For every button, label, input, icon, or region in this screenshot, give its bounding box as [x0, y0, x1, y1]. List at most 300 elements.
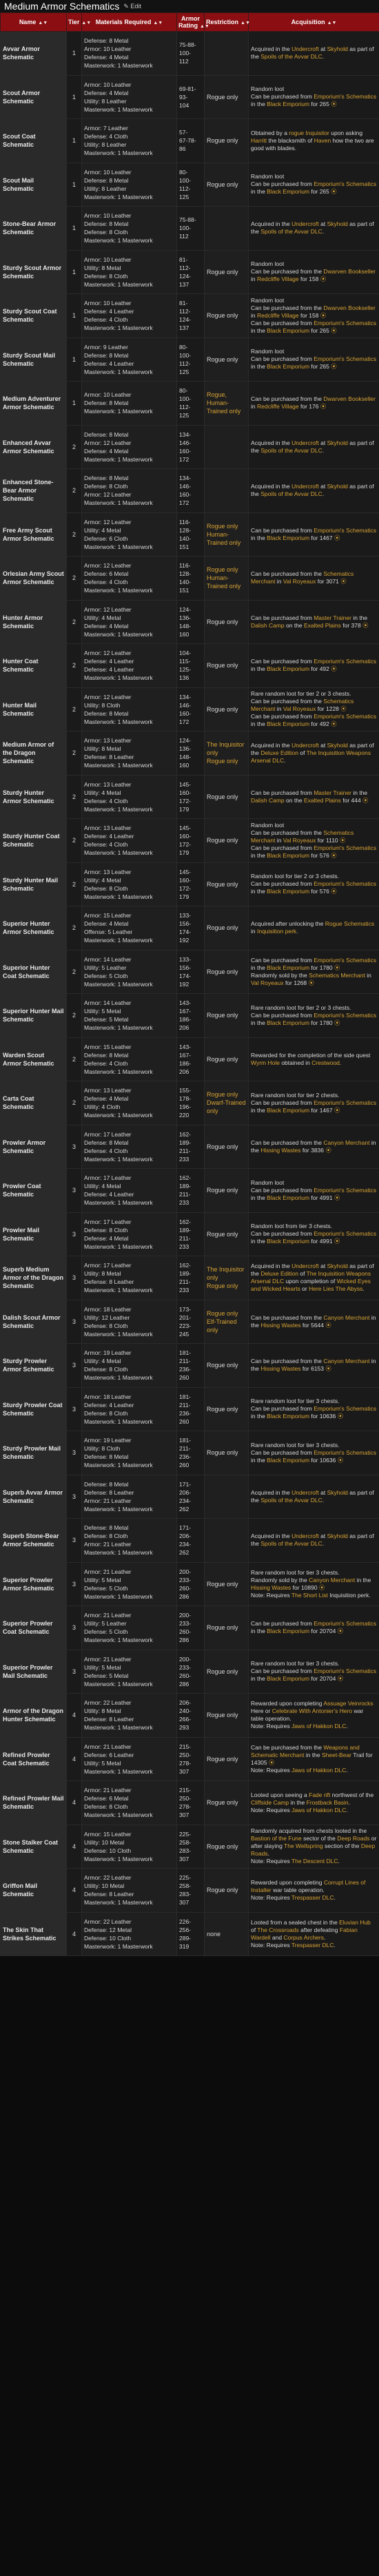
schematic-name[interactable]: Free Army Scout Armor Schematic — [1, 512, 67, 557]
acquisition-text: and — [270, 1933, 284, 1941]
schematic-name[interactable]: Superior Hunter Armor Schematic — [1, 906, 67, 951]
wiki-link[interactable]: Jaws of Hakkon DLC — [291, 1806, 347, 1814]
wiki-link[interactable]: Skyhold — [327, 220, 348, 228]
schematic-name[interactable]: Sturdy Prowler Armor Schematic — [1, 1344, 67, 1388]
acquisition-cell — [249, 862, 379, 906]
schematic-name[interactable]: Medium Armor of the Dragon Schematic — [1, 731, 67, 776]
wiki-link[interactable]: Redcliffe Village — [256, 403, 299, 411]
tier-cell: 2 — [67, 512, 82, 557]
acquisition-text: section of the — [322, 1842, 361, 1850]
schematic-name[interactable]: Hunter Armor Schematic — [1, 600, 67, 644]
table-row — [1, 1606, 379, 1650]
wiki-link[interactable]: Emporium's Schematics — [314, 1668, 377, 1675]
wiki-link[interactable]: Undercroft — [291, 45, 319, 53]
armor-rating-cell: 134- 146- 160- 172 — [177, 469, 205, 513]
schematic-name[interactable]: Enhanced Stone-Bear Armor Schematic — [1, 469, 67, 513]
wiki-link[interactable]: Black Emporium — [267, 1106, 310, 1114]
col-header-acquisition[interactable]: Acquisition ▲▼ — [249, 13, 379, 32]
wiki-link[interactable]: Canyon Merchant — [309, 1576, 356, 1583]
wiki-link[interactable]: Schematics Merchant — [251, 570, 354, 585]
wiki-link[interactable]: Spoils of the Avvar DLC — [260, 446, 322, 454]
tier-cell: 2 — [67, 950, 82, 994]
wiki-link[interactable]: The Inquisition Weapons Arsenal DLC — [251, 1270, 371, 1285]
wiki-link[interactable]: Black Emporium — [267, 1675, 310, 1683]
armor-rating-cell: 145- 160- 172- 179 — [177, 862, 205, 906]
wiki-link[interactable]: Black Emporium — [267, 1194, 310, 1201]
acquisition-text: at — [318, 439, 327, 446]
wiki-link[interactable]: Exalted Plains — [304, 796, 341, 804]
table-row — [1, 1300, 379, 1344]
acquisition-text: Can be purchased from — [251, 956, 314, 964]
acquisition-text: Can be purchased from — [251, 658, 314, 665]
wiki-link[interactable]: Deluxe Edition — [260, 749, 298, 756]
schematic-name[interactable]: Stone-Bear Armor Schematic — [1, 207, 67, 251]
wiki-link[interactable]: Hissing Wastes — [251, 1583, 291, 1591]
col-header-restriction[interactable]: Restriction ▲▼ — [205, 13, 249, 32]
wiki-link[interactable]: Hissing Wastes — [260, 1321, 301, 1329]
col-header-materials[interactable]: Materials Required ▲▼ — [82, 13, 177, 32]
schematic-name[interactable]: Superb Medium Armor of the Dragon Schematic — [1, 1256, 67, 1300]
wiki-link[interactable]: Master Trainer — [314, 614, 351, 621]
wiki-link[interactable]: Deluxe Edition — [260, 1270, 298, 1278]
armor-rating-cell: 171- 206- 234- 262 — [177, 1475, 205, 1519]
acquisition-text: . Note: Requires — [251, 1933, 326, 1949]
acquisition-text: Rewarded for the completion of the side quest — [251, 1051, 371, 1059]
acquisition-text: on the — [284, 621, 305, 629]
wiki-link[interactable]: Dwarven Bookseller — [323, 304, 376, 311]
wiki-link[interactable]: Trespasser DLC — [291, 1941, 334, 1949]
wiki-link[interactable]: Skyhold — [327, 45, 348, 53]
col-header-tier[interactable]: Tier ▲▼ — [67, 13, 82, 32]
acquisition-text: at — [318, 741, 327, 749]
wiki-link[interactable]: Schematics Merchant — [309, 971, 365, 979]
schematic-name[interactable]: Scout Mail Schematic — [1, 163, 67, 207]
acquisition-text: Acquired in the — [251, 741, 292, 749]
wiki-link[interactable]: Dwarven Bookseller — [323, 395, 376, 403]
schematic-name[interactable]: Sturdy Hunter Coat Schematic — [1, 819, 67, 863]
armor-rating-cell: 143- 167- 186- 206 — [177, 1037, 205, 1081]
wiki-link[interactable]: Black Emporium — [267, 188, 310, 196]
wiki-link[interactable]: Undercroft — [291, 439, 319, 446]
schematic-name[interactable]: Prowler Armor Schematic — [1, 1125, 67, 1169]
restriction-cell: Rogue only — [205, 1387, 249, 1431]
wiki-link[interactable]: Schematics Merchant — [251, 698, 354, 713]
acquisition-cell — [249, 557, 379, 601]
gold-coin-icon: ⦿ — [340, 705, 347, 713]
schematic-name[interactable]: Superb Stone-Bear Armor Schematic — [1, 1519, 67, 1563]
table-row — [1, 207, 379, 251]
schematic-name[interactable]: Stone Stalker Coat Schematic — [1, 1825, 67, 1869]
acquisition-text: for 10890 — [291, 1583, 319, 1591]
materials-cell: Armor: 15 Leather Defense: 8 Metal Defense: 4 Cloth Masterwork: 1 Masterwork — [82, 1037, 177, 1081]
wiki-link[interactable]: Emporium's Schematics — [314, 1230, 377, 1238]
acquisition-text: Inquisition perk. — [327, 1591, 371, 1599]
wiki-link[interactable]: The Wellspring — [284, 1842, 323, 1850]
wiki-link[interactable]: Wyrm Hole — [251, 1059, 280, 1066]
page-header — [0, 0, 379, 12]
wiki-link[interactable]: Cliffside Camp — [251, 1798, 289, 1806]
wiki-link[interactable]: Schematics Merchant — [251, 829, 354, 844]
schematic-name[interactable]: Superb Avvar Armor Schematic — [1, 1475, 67, 1519]
schematic-name[interactable]: The Skin That Strikes Schematic — [1, 1912, 67, 1956]
acquisition-text: Randomly acquired from chests looted in the — [251, 1827, 367, 1835]
schematic-name[interactable]: Dalish Scout Armor Schematic — [1, 1300, 67, 1344]
wiki-link[interactable]: Val Royeaux — [283, 578, 316, 585]
acquisition-cell — [249, 512, 379, 557]
table-row — [1, 469, 379, 513]
acquisition-text: as part of the — [251, 1488, 374, 1504]
gold-coin-icon: ⦿ — [331, 326, 337, 334]
wiki-link[interactable]: Val Royeaux — [251, 979, 284, 986]
wiki-link[interactable]: Jaws of Hakkon DLC — [291, 1723, 347, 1730]
wiki-link[interactable]: Undercroft — [291, 483, 319, 490]
wiki-link[interactable]: Crestwood — [311, 1059, 340, 1066]
table-row — [1, 1825, 379, 1869]
schematic-name[interactable]: Sturdy Hunter Mail Schematic — [1, 862, 67, 906]
wiki-link[interactable]: Hissing Wastes — [260, 1365, 301, 1373]
restriction-cell: Rogue only — [205, 1737, 249, 1781]
wiki-link[interactable]: Rogue Schematics — [325, 920, 375, 928]
tier-cell: 3 — [67, 1169, 82, 1213]
wiki-link[interactable]: Sheet-Bear — [322, 1751, 352, 1758]
gold-coin-icon: ⦿ — [334, 964, 340, 971]
materials-cell: Armor: 21 Leather Defense: 6 Leather Utility: 5 Metal Masterwork: 1 Masterwork — [82, 1737, 177, 1781]
wiki-link[interactable]: Black Emporium — [267, 1238, 310, 1245]
acquisition-cell — [249, 207, 379, 251]
acquisition-cell — [249, 469, 379, 513]
acquisition-text: . — [322, 228, 325, 236]
acquisition-text: as part of the — [251, 741, 374, 756]
wiki-link[interactable]: Canyon Merchant — [323, 1313, 370, 1321]
wiki-link[interactable]: Bastion of the Fune — [251, 1835, 302, 1842]
restriction-cell: Rogue only — [205, 906, 249, 951]
wiki-link[interactable]: Eluvian Hub — [339, 1918, 371, 1926]
wiki-link[interactable]: Val Royeaux — [283, 836, 316, 844]
acquisition-text: . — [339, 1059, 342, 1066]
wiki-link[interactable]: Fade rift — [309, 1791, 331, 1798]
acquisition-text: or — [300, 1285, 309, 1293]
col-header-armor-rating[interactable]: Armor Rating ▲▼ — [177, 13, 205, 32]
acquisition-cell — [249, 1125, 379, 1169]
gold-coin-icon: ⦿ — [337, 1413, 344, 1420]
wiki-link[interactable]: Assuage Veinrocks — [323, 1700, 373, 1707]
acquisition-text: Rare random loot for tier 2 or 3 chests. Can be purchased from the — [251, 690, 351, 705]
wiki-link[interactable]: The Crossroads — [257, 1926, 299, 1933]
schematic-name[interactable]: Enhanced Avvar Armor Schematic — [1, 425, 67, 469]
acquisition-cell — [249, 1912, 379, 1956]
wiki-link[interactable]: Black Emporium — [267, 326, 310, 334]
col-header-name[interactable]: Name ▲▼ — [1, 13, 67, 32]
schematic-name[interactable]: Scout Armor Schematic — [1, 75, 67, 119]
acquisition-text: in the — [251, 1139, 376, 1154]
schematic-name[interactable]: Armor of the Dragon Hunter Schematic — [1, 1694, 67, 1738]
acquisition-text: Rare random loot for tier 3 chests. Can be purchased from — [251, 1398, 340, 1413]
acquisition-text: in — [365, 971, 371, 979]
acquisition-text: . — [322, 53, 325, 61]
acquisition-text: Random loot for tier 2 or 3 chests. Can be purchased from — [251, 873, 340, 888]
armor-rating-cell: 162- 189- 211- 233 — [177, 1256, 205, 1300]
wiki-link[interactable]: Corrupt Lines of Installer — [251, 1878, 366, 1893]
schematic-name[interactable]: Prowler Coat Schematic — [1, 1169, 67, 1213]
schematic-name[interactable]: Prowler Mail Schematic — [1, 1212, 67, 1256]
schematic-name[interactable]: Superior Prowler Mail Schematic — [1, 1650, 67, 1694]
acquisition-cell — [249, 1606, 379, 1650]
wiki-link[interactable]: Wicked Eyes and Wicked Hearts — [251, 1278, 371, 1293]
wiki-link[interactable]: Emporium's Schematics — [314, 713, 377, 720]
tier-cell: 4 — [67, 1737, 82, 1781]
table-row — [1, 862, 379, 906]
wiki-link[interactable]: Spoils of the Avvar DLC — [260, 53, 322, 61]
armor-rating-cell: 143- 167- 186- 206 — [177, 994, 205, 1038]
table-row — [1, 1344, 379, 1388]
acquisition-text: . — [346, 1766, 348, 1774]
wiki-link[interactable]: Exalted Plains — [304, 621, 341, 629]
acquisition-text: Can be purchased from — [251, 844, 312, 851]
table-row — [1, 1737, 379, 1781]
acquisition-cell — [249, 906, 379, 951]
tier-cell: 2 — [67, 819, 82, 863]
armor-rating-cell: 80- 100- 112- 125 — [177, 163, 205, 207]
materials-cell: Armor: 12 Leather Utility: 8 Cloth Defense: 8 Metal Masterwork: 1 Masterwork — [82, 687, 177, 731]
wiki-link[interactable]: Undercroft — [291, 1488, 319, 1496]
gold-coin-icon: ⦿ — [331, 101, 337, 108]
restriction-cell: Rogue only — [205, 1344, 249, 1388]
schematic-name[interactable]: Warden Scout Armor Schematic — [1, 1037, 67, 1081]
gold-coin-icon: ⦿ — [334, 1019, 340, 1026]
tier-cell: 3 — [67, 1344, 82, 1388]
wiki-link[interactable]: Jaws of Hakkon DLC — [291, 1766, 347, 1774]
armor-rating-cell: 57- 67-78- 86 — [177, 119, 205, 163]
wiki-link[interactable]: Black Emporium — [267, 363, 310, 371]
acquisition-text: for 265 — [309, 363, 331, 371]
schematic-name[interactable]: Hunter Mail Schematic — [1, 687, 67, 731]
gold-coin-icon: ⦿ — [308, 979, 315, 986]
wiki-link[interactable]: Skyhold — [327, 741, 348, 749]
acquisition-cell — [249, 1694, 379, 1738]
wiki-link[interactable]: Hissing Wastes — [260, 1146, 301, 1154]
tier-cell: 2 — [67, 425, 82, 469]
wiki-link[interactable]: Skyhold — [327, 1488, 348, 1496]
acquisition-text: for 1268 — [283, 979, 309, 986]
wiki-link[interactable]: Spoils of the Avvar DLC — [260, 1496, 322, 1504]
acquisition-text: in the — [251, 1194, 267, 1201]
wiki-link[interactable]: Emporium's Schematics — [314, 1011, 377, 1019]
armor-rating-cell: 134- 146- 160- 172 — [177, 425, 205, 469]
wiki-link[interactable]: Haven — [314, 136, 331, 144]
acquisition-text: Acquired in the — [251, 1533, 292, 1540]
schematic-name[interactable]: Sturdy Hunter Armor Schematic — [1, 775, 67, 819]
materials-cell: Armor: 18 Leather Defense: 4 Leather Defense: 8 Cloth Masterwork: 1 Masterwork — [82, 1387, 177, 1431]
acquisition-text: as part of the — [251, 45, 374, 61]
wiki-link[interactable]: Here Lies The Abyss — [309, 1285, 363, 1293]
wiki-link[interactable]: Deep Roads — [337, 1835, 370, 1842]
wiki-link[interactable]: Undercroft — [291, 741, 319, 749]
materials-cell: Armor: 19 Leather Utility: 8 Cloth Defense: 8 Metal Masterwork: 1 Masterwork — [82, 1431, 177, 1475]
wiki-link[interactable]: Black Emporium — [267, 888, 310, 895]
schematic-name[interactable]: Avvar Armor Schematic — [1, 32, 67, 76]
schematic-name[interactable]: Sturdy Scout Mail Schematic — [1, 337, 67, 382]
schematic-name[interactable]: Griffon Mail Schematic — [1, 1869, 67, 1913]
wiki-link[interactable]: Weapons and Schematic Merchant — [251, 1743, 360, 1758]
schematic-name[interactable]: Sturdy Prowler Mail Schematic — [1, 1431, 67, 1475]
wiki-link[interactable]: Emporium's Schematics — [314, 658, 377, 665]
wiki-link[interactable]: Frostback Basin — [306, 1798, 349, 1806]
wiki-link[interactable]: Black Emporium — [267, 964, 310, 971]
materials-cell: Armor: 13 Leather Utility: 4 Metal Defense: 4 Cloth Masterwork: 1 Masterwork — [82, 775, 177, 819]
tier-cell: 1 — [67, 207, 82, 251]
schematic-name[interactable]: Scout Coat Schematic — [1, 119, 67, 163]
acquisition-text: for 3836 — [300, 1146, 326, 1154]
wiki-link[interactable]: Spoils of the Avvar DLC — [260, 228, 322, 236]
armor-rating-cell: 124- 136- 148- 160 — [177, 600, 205, 644]
acquisition-cell — [249, 1562, 379, 1606]
armor-rating-cell: 215- 250- 278- 307 — [177, 1737, 205, 1781]
wiki-link[interactable]: The Short List — [291, 1591, 328, 1599]
wiki-link[interactable]: Harritt — [251, 136, 267, 144]
wiki-link[interactable]: Corpus Archers — [283, 1933, 324, 1941]
wiki-link[interactable]: Redcliffe Village — [256, 311, 299, 319]
acquisition-text: Acquired in the — [251, 439, 292, 446]
schematic-name[interactable]: Superior Hunter Coat Schematic — [1, 950, 67, 994]
wiki-link[interactable]: Dwarven Bookseller — [323, 268, 376, 276]
acquisition-text: Can be purchased from the — [251, 1313, 324, 1321]
acquisition-text: Random loot Can be purchased from the — [251, 260, 322, 276]
wiki-link[interactable]: Skyhold — [327, 483, 348, 490]
wiki-link[interactable]: Emporium's Schematics — [314, 1448, 377, 1456]
tier-cell: 4 — [67, 1781, 82, 1825]
tier-cell: 2 — [67, 1081, 82, 1125]
wiki-link[interactable]: Emporium's Schematics — [314, 880, 377, 888]
materials-cell: Defense: 8 Metal Armor: 12 Leather Defense: 4 Metal Masterwork: 1 Masterwork — [82, 425, 177, 469]
wiki-link[interactable]: Emporium's Schematics — [314, 1099, 377, 1106]
wiki-link[interactable]: Emporium's Schematics — [314, 93, 377, 101]
wiki-link[interactable]: Master Trainer — [314, 789, 351, 796]
wiki-link[interactable]: Black Emporium — [267, 1456, 310, 1464]
gold-coin-icon: ⦿ — [269, 1758, 275, 1766]
acquisition-cell — [249, 1081, 379, 1125]
restriction-cell: Rogue only — [205, 337, 249, 382]
wiki-link[interactable]: Emporium's Schematics — [314, 1405, 377, 1413]
wiki-link[interactable]: Deep Roads — [251, 1842, 376, 1858]
acquisition-text: Rare random loot for tier 3 chests. Can be purchased from — [251, 1660, 340, 1675]
materials-cell: Armor: 21 Leather Defense: 6 Metal Defense: 8 Cloth Masterwork: 1 Masterwork — [82, 1781, 177, 1825]
wiki-link[interactable]: Emporium's Schematics — [314, 1620, 377, 1628]
wiki-link[interactable]: Emporium's Schematics — [314, 180, 377, 188]
acquisition-text: . — [362, 1285, 365, 1293]
schematic-name[interactable]: Superior Prowler Armor Schematic — [1, 1562, 67, 1606]
wiki-link[interactable]: Emporium's Schematics — [314, 956, 377, 964]
wiki-link[interactable]: Trespasser DLC — [291, 1893, 334, 1901]
wiki-link[interactable]: Black Emporium — [267, 720, 310, 728]
schematic-name[interactable]: Sturdy Prowler Coat Schematic — [1, 1387, 67, 1431]
wiki-link[interactable]: Emporium's Schematics — [314, 319, 377, 326]
acquisition-text: in the — [251, 720, 267, 728]
restriction-cell: Rogue only — [205, 1125, 249, 1169]
wiki-link[interactable]: Fabian Wardell — [251, 1926, 358, 1941]
wiki-link[interactable]: Canyon Merchant — [323, 1358, 370, 1365]
schematic-name[interactable]: Medium Adventurer Armor Schematic — [1, 382, 67, 426]
schematic-name[interactable]: Orlesian Army Scout Armor Schematic — [1, 557, 67, 601]
schematic-name[interactable]: Refined Prowler Mail Schematic — [1, 1781, 67, 1825]
acquisition-text: . — [334, 1941, 336, 1949]
wiki-link[interactable]: Dalish Camp — [251, 796, 285, 804]
wiki-link[interactable]: Undercroft — [291, 1263, 319, 1270]
wiki-link[interactable]: Black Emporium — [267, 1413, 310, 1420]
gold-coin-icon: ⦿ — [318, 1583, 325, 1591]
edit-link[interactable]: ✎ Edit — [123, 2, 141, 10]
schematic-name[interactable]: Sturdy Scout Coat Schematic — [1, 294, 67, 338]
wiki-link[interactable]: Emporium's Schematics — [314, 355, 377, 363]
wiki-link[interactable]: Black Emporium — [267, 101, 310, 108]
wiki-link[interactable]: Dalish Camp — [251, 621, 285, 629]
wiki-link[interactable]: Skyhold — [327, 439, 348, 446]
acquisition-text: Can be purchased from — [251, 713, 312, 720]
wiki-link[interactable]: Emporium's Schematics — [314, 844, 377, 851]
acquisition-text: for 444 — [340, 796, 363, 804]
restriction-cell: Rogue only — [205, 1694, 249, 1738]
wiki-link[interactable]: Spoils of the Avvar DLC — [260, 1540, 322, 1548]
gold-coin-icon: ⦿ — [331, 720, 337, 728]
restriction-cell: Rogue only Human-Trained only — [205, 557, 249, 601]
wiki-link[interactable]: Canyon Merchant — [323, 1139, 370, 1146]
wiki-link[interactable]: Val Royeaux — [283, 705, 316, 713]
schematic-name[interactable]: Sturdy Scout Armor Schematic — [1, 250, 67, 294]
acquisition-text: for 492 — [309, 665, 331, 673]
wiki-link[interactable]: Skyhold — [327, 1263, 348, 1270]
acquisition-text: for 6153 — [300, 1365, 326, 1373]
gold-coin-icon: ⦿ — [325, 1146, 331, 1154]
wiki-link[interactable]: Spoils of the Avvar DLC — [260, 490, 322, 498]
schematic-name[interactable]: Hunter Coat Schematic — [1, 644, 67, 688]
wiki-link[interactable]: Emporium's Schematics — [314, 526, 377, 534]
wiki-link[interactable]: Redcliffe Village — [256, 276, 299, 283]
wiki-link[interactable]: Inquisition perk — [256, 928, 297, 935]
schematic-name[interactable]: Superior Hunter Mail Schematic — [1, 994, 67, 1038]
tier-cell: 4 — [67, 1912, 82, 1956]
wiki-link[interactable]: Celebrate With Antonier's Hero — [272, 1707, 353, 1715]
wiki-link[interactable]: Black Emporium — [267, 1628, 310, 1635]
wiki-link[interactable]: Black Emporium — [267, 534, 310, 541]
table-row — [1, 1781, 379, 1825]
acquisition-cell — [249, 75, 379, 119]
wiki-link[interactable]: Black Emporium — [267, 1019, 310, 1026]
wiki-link[interactable]: The Inquisition Weapons Arsenal DLC — [251, 749, 371, 764]
wiki-link[interactable]: Black Emporium — [267, 665, 310, 673]
acquisition-text: in the — [251, 363, 267, 371]
acquisition-text: at — [318, 483, 327, 490]
wiki-link[interactable]: Black Emporium — [267, 851, 310, 859]
table-row — [1, 819, 379, 863]
wiki-link[interactable]: Skyhold — [327, 1533, 348, 1540]
wiki-link[interactable]: Undercroft — [291, 1533, 319, 1540]
acquisition-cell — [249, 687, 379, 731]
schematic-name[interactable]: Refined Prowler Coat Schematic — [1, 1737, 67, 1781]
acquisition-text: Rare random loot for tier 3 chests. Randomly sold by the — [251, 1568, 340, 1583]
schematic-name[interactable]: Superior Prowler Coat Schematic — [1, 1606, 67, 1650]
wiki-link[interactable]: Emporium's Schematics — [314, 1186, 377, 1194]
wiki-link[interactable]: The Descent DLC — [291, 1858, 338, 1865]
gold-coin-icon: ⦿ — [340, 578, 347, 585]
schematic-name[interactable]: Carta Coat Schematic — [1, 1081, 67, 1125]
acquisition-cell — [249, 382, 379, 426]
tier-cell: 2 — [67, 687, 82, 731]
armor-rating-cell: 80- 100- 112- 125 — [177, 382, 205, 426]
wiki-link[interactable]: Undercroft — [291, 220, 319, 228]
armor-rating-cell: 215- 250- 278- 307 — [177, 1781, 205, 1825]
wiki-link[interactable]: rogue Inquisitor — [289, 129, 329, 136]
table-row — [1, 731, 379, 776]
gold-coin-icon: ⦿ — [334, 1194, 340, 1201]
